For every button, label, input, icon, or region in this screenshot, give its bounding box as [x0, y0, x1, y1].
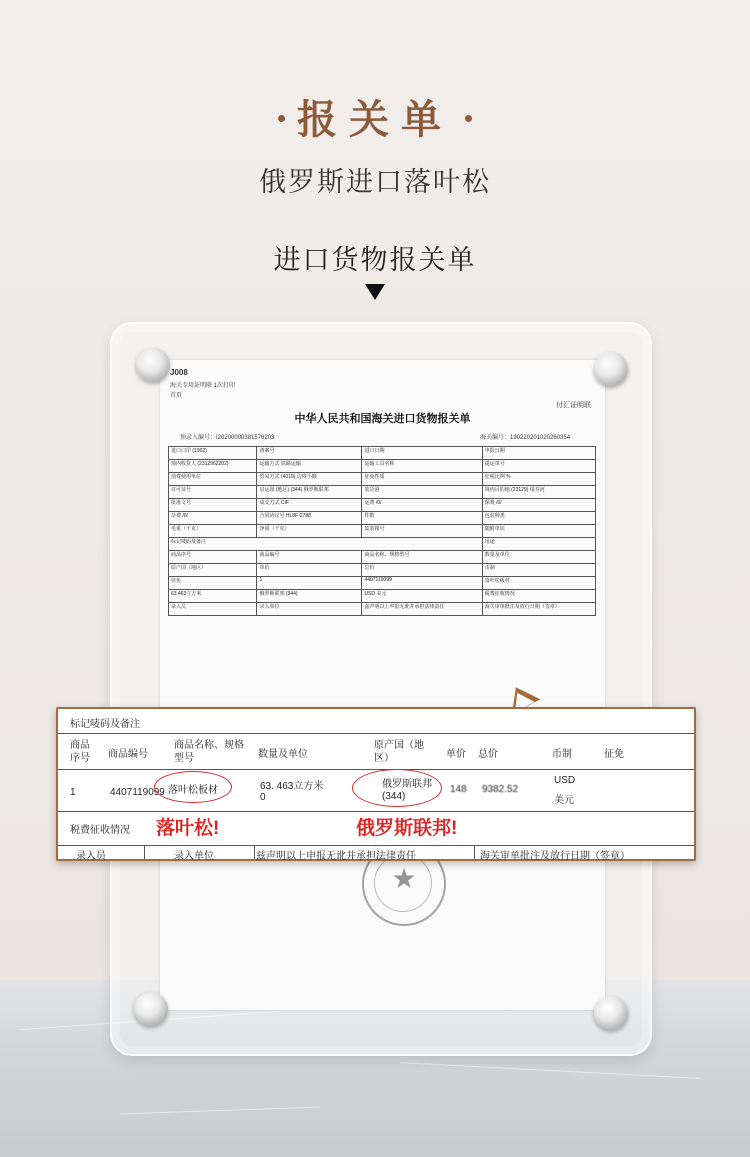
form-cell: 63.463立方米: [169, 590, 257, 603]
form-cell: 批准文号: [169, 499, 257, 512]
doc-prerecord-no: 预录入编号：I20200000381576203: [180, 435, 275, 441]
form-cell: 随附单证: [482, 525, 595, 538]
item-origin-line1: 俄罗斯联邦: [382, 779, 432, 790]
form-cell: 商品编号: [257, 551, 362, 564]
footer-clerk: 录入员: [76, 851, 106, 862]
col-unit-price: 单价: [446, 749, 466, 760]
form-cell: 备案号: [257, 447, 362, 460]
form-cell: 币制: [482, 564, 595, 577]
screw-top-left-icon: [136, 348, 170, 382]
table-row: [169, 603, 596, 616]
col-currency: 币制: [552, 749, 572, 760]
item-name-highlight-circle: [154, 771, 232, 803]
form-cell: 境内收货人 (2312962202): [169, 460, 257, 473]
item-total: 9382.52: [482, 784, 519, 795]
doc-page: 首页: [170, 393, 183, 399]
form-cell: 包装种类: [482, 512, 595, 525]
item-qty-line1: 63. 463立方米: [260, 781, 324, 792]
form-cell: 海关审单批注及放行日期（签章）: [482, 603, 595, 616]
form-cell: 总价: [362, 564, 482, 577]
doc-copy-label: 付汇证明联: [556, 402, 591, 409]
item-name: 落叶松板材: [168, 785, 218, 796]
footer-unit: 录入单位: [174, 851, 214, 862]
form-cell: 装货港: [362, 486, 482, 499]
table-row: [169, 551, 596, 564]
form-cell: 商品名称、规格型号: [362, 551, 482, 564]
table-row: [169, 577, 596, 590]
table-row: [169, 447, 596, 460]
form-cell: 4407119099: [362, 577, 482, 590]
col-total: 总价: [478, 749, 498, 760]
form-cell: 提运单号: [482, 460, 595, 473]
form-cell: 成交方式 CIF: [257, 499, 362, 512]
item-origin-highlight-circle: [352, 769, 442, 807]
table-row: [169, 460, 596, 473]
screw-bottom-right-icon: [594, 996, 628, 1030]
heading-dot-left: [278, 115, 285, 122]
item-code: 4407119099: [110, 787, 165, 798]
form-cell: 保费 /0/: [482, 499, 595, 512]
footer-customs: 海关审单批注及放行日期（签章）: [480, 851, 630, 862]
col-code: 商品编号: [108, 749, 148, 760]
screw-bottom-left-icon: [134, 992, 168, 1026]
item-currency-line2: 美元: [554, 795, 574, 806]
form-cell: 俄罗斯联邦 (344): [257, 590, 362, 603]
form-cell: 运费 /0/: [362, 499, 482, 512]
item-unit-price: 148: [450, 784, 467, 795]
form-cell: 兹声明以上申报无讹并承担法律责任: [362, 603, 482, 616]
table-row: [169, 486, 596, 499]
table-row: [169, 525, 596, 538]
form-cell: 贸易方式 (4019) 边境小额: [257, 473, 362, 486]
form-cell: 集装箱号: [362, 525, 482, 538]
col-origin: 原产国（地 区）: [374, 740, 424, 764]
footer-divider: [254, 845, 255, 859]
form-cell: 征税比例 %: [482, 473, 595, 486]
doc-copy-note: 海关专用证明联 1次打印: [170, 383, 236, 389]
col-seq: 商品 序号: [70, 740, 90, 764]
col-qty: 数量及单位: [258, 749, 308, 760]
form-cell: 征免: [169, 577, 257, 590]
form-cell: 杂费 /0/: [169, 512, 257, 525]
zoom-remarks-row: [58, 709, 694, 734]
form-cell: 单价: [257, 564, 362, 577]
form-cell: 落叶松板材: [482, 577, 595, 590]
footer-divider: [144, 845, 145, 859]
form-cell: USD 美元: [362, 590, 482, 603]
form-cell: 原产国（地区）: [169, 564, 257, 577]
form-cell: 税费征收情况: [482, 590, 595, 603]
table-row: [169, 473, 596, 486]
table-row: [169, 590, 596, 603]
item-qty-line2: 0: [260, 792, 266, 803]
heading-text: 报关单: [297, 98, 453, 142]
form-cell: 启运国 (地区) (344) 俄罗斯联邦: [257, 486, 362, 499]
footer-divider: [474, 845, 475, 859]
form-cell: 净重（千克）: [257, 525, 362, 538]
callout-larch: 落叶松!: [156, 818, 220, 839]
form-cell: 合同协议号 HL8F-2788: [257, 512, 362, 525]
form-cell: 进口日期: [362, 447, 482, 460]
table-row: [169, 512, 596, 525]
form-cell: 运输工具名称: [362, 460, 482, 473]
document-caption: 进口货物报关单: [273, 245, 477, 275]
form-cell: 标记唛码及备注: [169, 538, 483, 551]
form-cell: 境内目的地 (23129) 绥芬河: [482, 486, 595, 499]
form-cell: 进口口岸 (1902): [169, 447, 257, 460]
form-cell: 毛重（千克）: [169, 525, 257, 538]
col-name: 商品名称、规格 型号: [174, 740, 244, 764]
down-arrow-icon: [365, 284, 385, 300]
item-currency-line1: USD: [554, 775, 576, 786]
item-seq: 1: [70, 787, 76, 798]
form-cell: 件数: [362, 512, 482, 525]
form-cell: 录入单位: [257, 603, 362, 616]
item-origin-line2: (344): [382, 791, 406, 802]
table-row: [169, 538, 596, 551]
heading-dot-right: [465, 115, 472, 122]
screw-top-right-icon: [594, 352, 628, 386]
form-cell: 1: [257, 577, 362, 590]
callout-russia: 俄罗斯联邦!: [356, 818, 458, 839]
form-cell: 消费使用单位: [169, 473, 257, 486]
zoom-detail-panel: [56, 707, 696, 861]
page-subtitle: 俄罗斯进口落叶松: [259, 167, 491, 197]
form-cell: 运输方式 铁路运输: [257, 460, 362, 473]
page-heading: [0, 88, 750, 145]
col-exemption: 征免: [604, 749, 624, 760]
table-row: [169, 564, 596, 577]
table-row: [169, 499, 596, 512]
doc-customs-no: 海关编号：190220201020260354: [480, 435, 571, 441]
doc-code: J008: [170, 368, 188, 377]
form-cell: 用途: [482, 538, 595, 551]
form-cell: 商品序号: [169, 551, 257, 564]
form-cell: 申报日期: [482, 447, 595, 460]
doc-title: 中华人民共和国海关进口货物报关单: [294, 413, 471, 425]
stamp-star-icon: ★: [391, 863, 417, 894]
zoom-tax-label: 税费征收情况: [70, 825, 130, 836]
form-cell: 数量及单位: [482, 551, 595, 564]
doc-form-table: [168, 446, 596, 616]
footer-declaration: 兹声明以上申报无讹并承担法律责任: [256, 851, 416, 862]
form-cell: 征免性质: [362, 473, 482, 486]
form-cell: 录入员: [169, 603, 257, 616]
zoom-remarks-label: 标记唛码及备注: [70, 719, 140, 730]
form-cell: 许可证号: [169, 486, 257, 499]
